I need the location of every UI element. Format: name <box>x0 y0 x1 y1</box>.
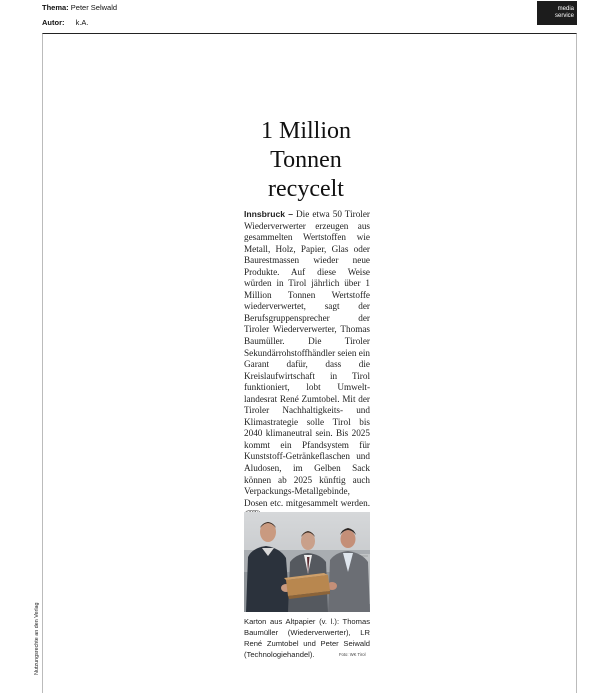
article-headline <box>236 117 376 204</box>
rights-note: Nutzungsrechte an den Verlag <box>34 602 40 675</box>
photo-illustration <box>244 512 370 612</box>
autor-label: Autor: <box>42 18 65 27</box>
article-dateline: Innsbruck – <box>244 209 293 219</box>
logo-line2: service <box>554 12 574 19</box>
article-photo <box>244 512 370 612</box>
article-text: Die etwa 50 Tiroler Wiederverwerter erzeugen aus gesammelten Wertstoffen wie Metall, Holz, Papier, Glas oder Baurestmassen wieder neue Produkte. Auf diese Weise würden in Tirol jährlich über 1 Million Tonnen Wertstoffe wiederverwertet, sagt der Berufsgruppensprecher der Tiroler Wiederverwerter, Thomas Baumüller. Die Tiroler Sekundärrohstoffhändler seien ein Garant dafür, dass die Kreislaufwirtschaft in Tirol funktioniert, lobt Umweltlandesrat René Zumtobel. Mit der Tiroler Nachhaltigkeits- und Klimastrategie solle Tirol bis 2040 klimaneutral sein. Bis 2025 kommt ein Pfandsystem für Kunststoff-Getränkeflaschen und Aludosen, im Gelben Sack können ab 2025 künftig auch Verpackungs-Metallgebinde, Dosen etc. mitgesammelt werden. <box>244 209 370 508</box>
thema-value: Peter Selwald <box>70 3 118 12</box>
photo-caption: Karton aus Altpapier (v. l.): Thomas Baumüller (Wiederverwerter), LR René Zumtobel und Peter Seiwald (Technologiehandel). <box>244 617 370 659</box>
photo-credit: Foto: WK Tirol <box>339 652 366 657</box>
article-body <box>244 209 370 521</box>
autor-value: k.A. <box>75 18 89 27</box>
media-service-logo <box>537 1 577 25</box>
headline-line-1: 1 Million <box>260 118 351 144</box>
headline-line-2: Tonnen <box>270 147 342 173</box>
thema-label: Thema: <box>42 3 69 12</box>
meta-thema <box>42 3 117 13</box>
logo-line1: media <box>557 6 574 12</box>
meta-autor <box>42 18 89 28</box>
headline-line-3: recycelt <box>268 176 344 202</box>
